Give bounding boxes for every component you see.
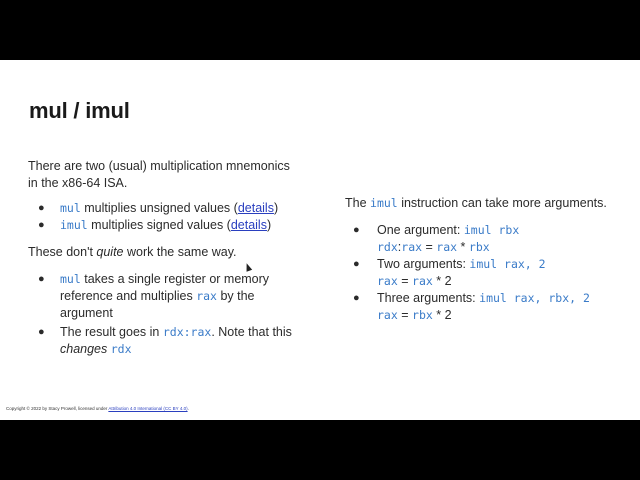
- footer-text: Copyright © 2022 by Stacy Prowell, licensed under: [6, 406, 109, 411]
- item-text: takes a single register or memory reference and multiplies: [60, 272, 270, 303]
- code-rdx-rax: rdx:rax: [162, 325, 212, 339]
- code-rdx: rdx: [110, 342, 132, 356]
- code-example: imul rbx: [463, 223, 520, 237]
- mnemonic-list: [28, 200, 318, 234]
- list-item: [345, 256, 635, 290]
- equals: =: [397, 274, 413, 288]
- operator: *: [457, 240, 469, 254]
- list-item: [28, 271, 290, 322]
- code-example: imul rax, 2: [469, 257, 546, 271]
- slide-title: mul / imul: [29, 98, 130, 123]
- operator: * 2: [432, 274, 452, 288]
- code-imul: imul: [370, 196, 398, 210]
- imul-intro: [345, 195, 635, 212]
- code-rax: rax: [412, 274, 433, 288]
- copyright-footer: [6, 406, 189, 411]
- code-mul: mul: [60, 272, 81, 286]
- list-item: [345, 222, 635, 256]
- details-link-imul[interactable]: details: [230, 218, 267, 232]
- item-emphasis: changes: [60, 342, 108, 356]
- list-item: [345, 290, 635, 324]
- differences-paragraph: [28, 244, 318, 261]
- equals: =: [422, 240, 437, 254]
- item-text: . Note that this: [211, 325, 292, 339]
- intro-paragraph: There are two (usual) multiplication mnemonics in the x86-64 ISA.: [28, 159, 290, 190]
- right-column: [345, 195, 635, 324]
- slide: [0, 60, 640, 420]
- code-rax: rax: [377, 274, 398, 288]
- code-rax: rax: [401, 240, 423, 254]
- code-rbx: rbx: [468, 240, 490, 254]
- item-label: Two arguments:: [377, 257, 470, 271]
- details-link-mul[interactable]: details: [237, 201, 274, 215]
- item-text-end: ): [273, 201, 279, 215]
- license-link[interactable]: Attribution 4.0 International (CC BY 4.0): [108, 406, 188, 411]
- code-rax: rax: [436, 240, 458, 254]
- operator: * 2: [432, 308, 452, 322]
- code-example: imul rax, rbx, 2: [479, 291, 590, 305]
- para-text-end: work the same way.: [123, 245, 237, 259]
- list-item: [28, 324, 318, 358]
- item-text: multiplies unsigned values (: [80, 201, 238, 215]
- bullet-icon: ●: [353, 224, 360, 236]
- bullet-icon: ●: [353, 292, 360, 304]
- item-text-end: ): [266, 218, 272, 232]
- item-text: multiplies signed values (: [87, 218, 231, 232]
- list-item: [28, 217, 318, 234]
- bullet-icon: ●: [38, 273, 45, 285]
- code-rax: rax: [377, 308, 398, 322]
- code-rax: rax: [196, 289, 217, 303]
- code-mul: mul: [60, 201, 81, 215]
- item-text-end: by the argument: [60, 289, 255, 320]
- imul-forms-list: [345, 222, 635, 324]
- code-rdx: rdx: [377, 240, 398, 254]
- item-text: The result goes in: [60, 325, 163, 339]
- footer-end: .: [187, 406, 189, 411]
- code-imul: imul: [60, 218, 88, 232]
- separator: :: [397, 240, 402, 254]
- item-label: Three arguments:: [377, 291, 480, 305]
- intro-text: The: [345, 196, 371, 210]
- para-emphasis: quite: [96, 245, 124, 259]
- list-item: [28, 200, 318, 217]
- left-column: [28, 158, 318, 358]
- para-text: These don't: [28, 245, 97, 259]
- bullet-icon: ●: [38, 202, 45, 214]
- behavior-list: [28, 271, 318, 358]
- bullet-icon: ●: [38, 219, 45, 231]
- bullet-icon: ●: [353, 258, 360, 270]
- code-rbx: rbx: [412, 308, 433, 322]
- equals: =: [397, 308, 413, 322]
- item-label: One argument:: [377, 223, 464, 237]
- bullet-icon: ●: [38, 326, 45, 338]
- intro-text-end: instruction can take more arguments.: [397, 196, 607, 210]
